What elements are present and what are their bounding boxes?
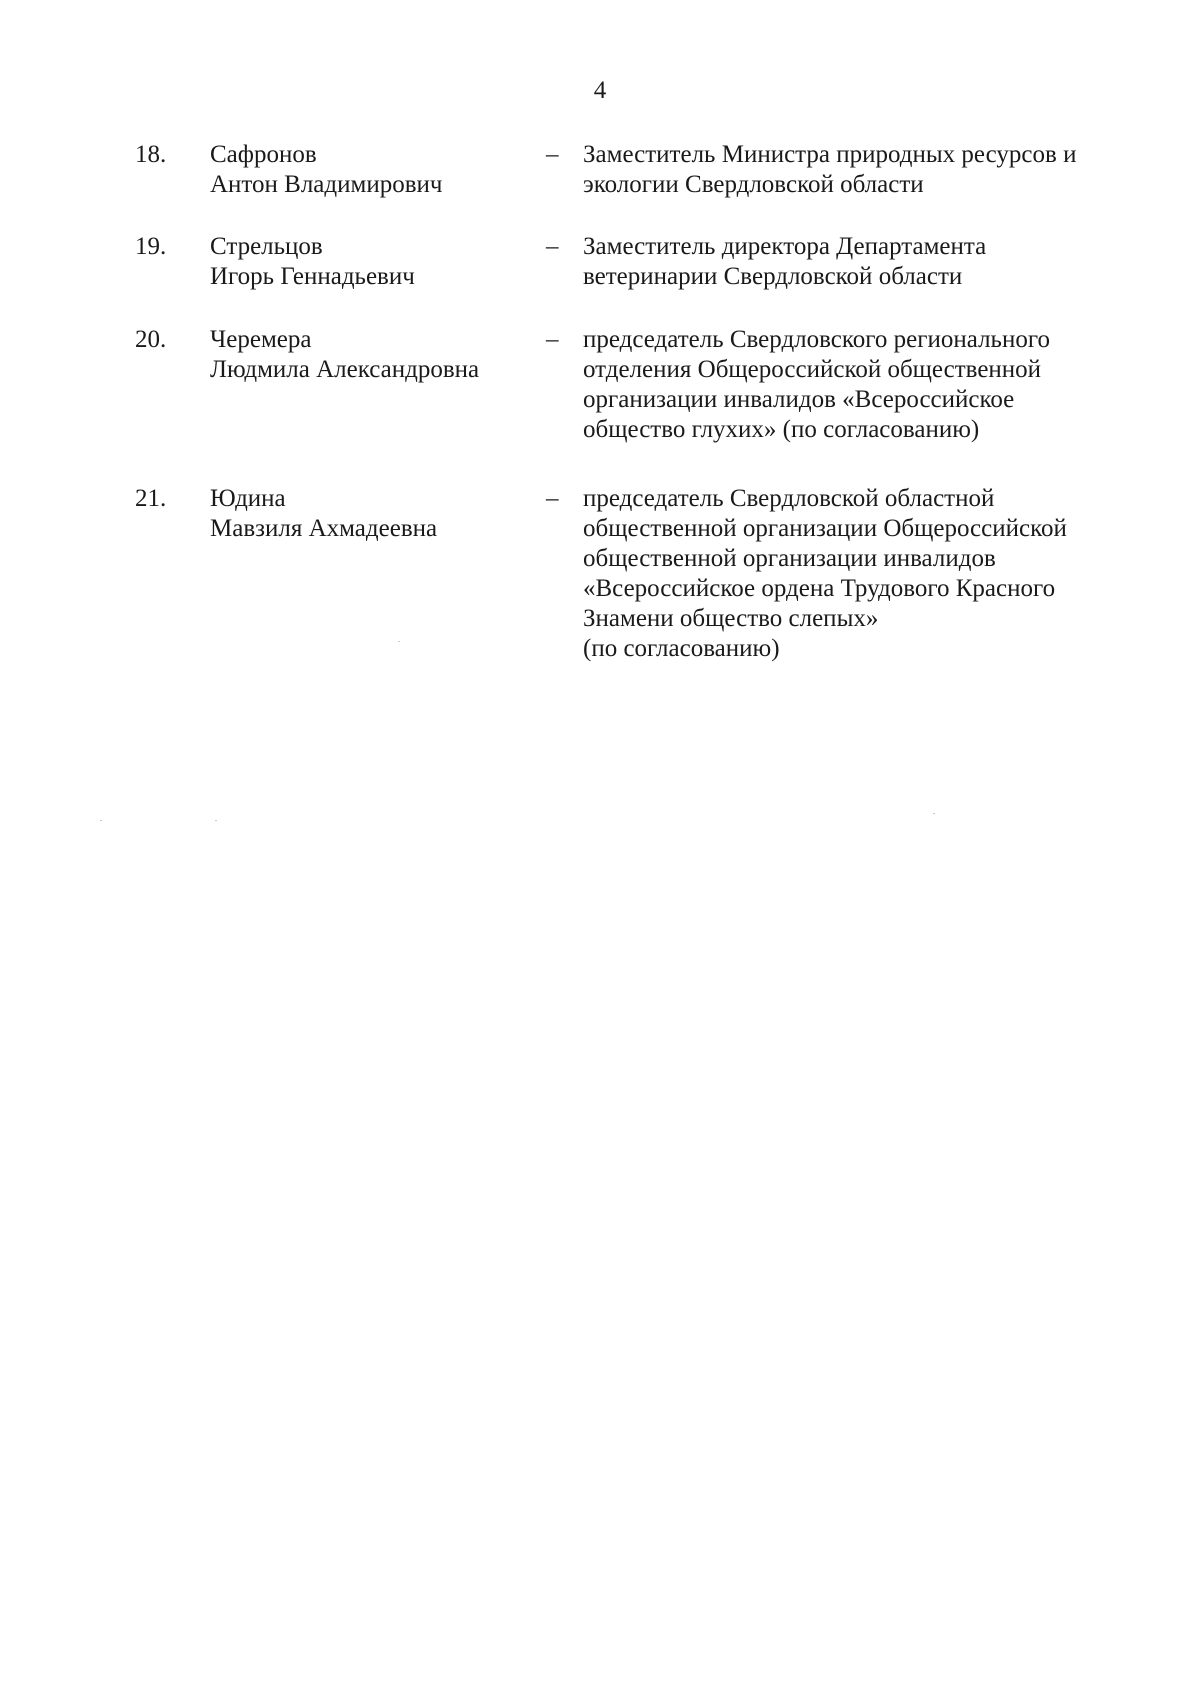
entry-number: 21. xyxy=(135,485,167,512)
scan-speck xyxy=(398,641,400,642)
position-description xyxy=(583,232,1143,292)
position-description xyxy=(583,140,1143,200)
role-line: общественной организации инвалидов xyxy=(583,545,996,572)
role-line: организации инвалидов «Всероссийское xyxy=(583,386,1015,413)
dash-separator: – xyxy=(546,141,559,168)
person-name xyxy=(210,484,530,544)
role-line: ветеринарии Свердловской области xyxy=(583,263,963,290)
role-line: председатель Свердловского регионального xyxy=(583,326,1050,353)
scan-speck xyxy=(100,820,102,821)
role-line: Знамени общество слепых» xyxy=(583,605,879,632)
given-names: Игорь Геннадьевич xyxy=(210,263,415,290)
page-number: 4 xyxy=(593,77,607,104)
role-line: отделения Общероссийской общественной xyxy=(583,356,1042,383)
person-name xyxy=(210,232,530,292)
given-names: Людмила Александровна xyxy=(210,356,480,383)
role-line: общество глухих» (по согласованию) xyxy=(583,416,980,443)
given-names: Антон Владимирович xyxy=(210,171,443,198)
role-line: «Всероссийское ордена Трудового Красного xyxy=(583,575,1056,602)
surname: Стрельцов xyxy=(210,233,323,260)
role-line: (по согласованию) xyxy=(583,635,780,662)
dash-separator: – xyxy=(546,326,559,353)
position-description xyxy=(583,484,1143,664)
entry-number: 18. xyxy=(135,141,167,168)
role-line: экологии Свердловской области xyxy=(583,171,924,198)
person-name xyxy=(210,140,530,200)
dash-separator: – xyxy=(546,485,559,512)
entry-number: 19. xyxy=(135,233,167,260)
surname: Черемера xyxy=(210,326,312,353)
dash-separator: – xyxy=(546,233,559,260)
position-description xyxy=(583,325,1143,445)
entry-number: 20. xyxy=(135,326,167,353)
person-name xyxy=(210,325,530,385)
surname: Юдина xyxy=(210,485,286,512)
given-names: Мавзиля Ахмадеевна xyxy=(210,515,438,542)
surname: Сафронов xyxy=(210,141,317,168)
scan-speck xyxy=(933,813,935,814)
scan-speck xyxy=(215,820,217,821)
role-line: общественной организации Общероссийской xyxy=(583,515,1067,542)
role-line: председатель Свердловской областной xyxy=(583,485,995,512)
role-line: Заместитель Министра природных ресурсов и xyxy=(583,141,1077,168)
role-line: Заместитель директора Департамента xyxy=(583,233,987,260)
